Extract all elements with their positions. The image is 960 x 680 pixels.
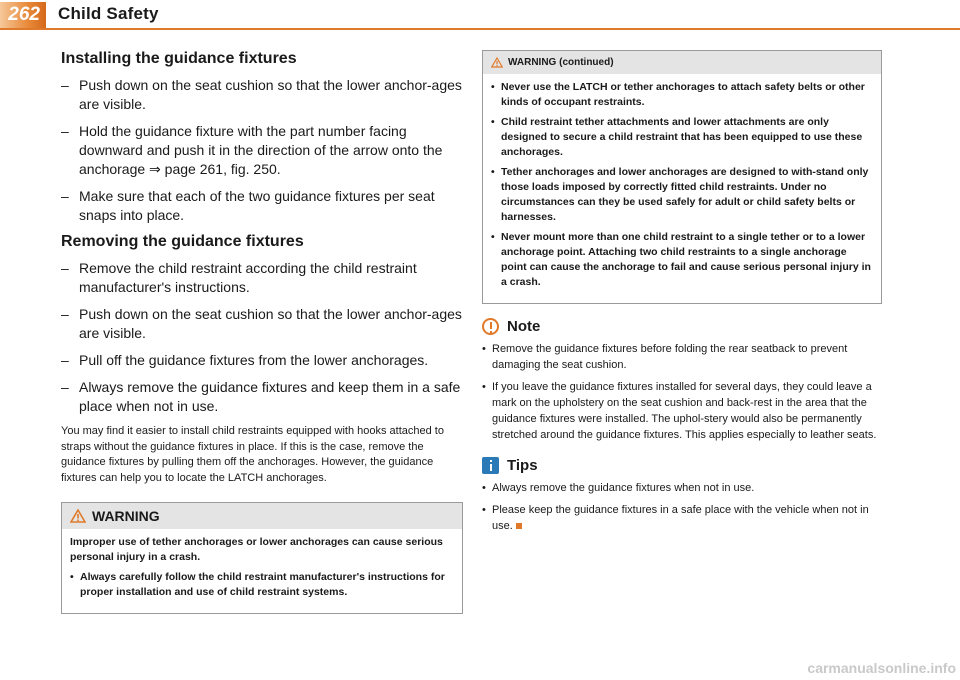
warning-box <box>61 502 463 614</box>
tips-bullet-2 <box>482 502 882 534</box>
remove-step-4: – Always remove the guidance fixtures and keep them in a safe place when not in use. <box>61 378 463 416</box>
install-step-2: – Hold the guidance fixture with the part number facing downward and push it in the direction of the arrow onto the anchorage ⇒ page 261, fig. 250. <box>61 122 463 179</box>
note-header <box>482 318 882 335</box>
remove-step-1: – Remove the child restraint according the child restraint manufacturer's instructions. <box>61 259 463 297</box>
watermark: carmanualsonline.info <box>807 660 956 676</box>
note-bullet-1: • Remove the guidance fixtures before folding the rear seatback to prevent damaging the seat cushion. <box>482 341 882 373</box>
note-exclamation-icon <box>482 318 499 335</box>
remove-steps <box>61 259 463 416</box>
install-steps <box>61 76 463 225</box>
left-column <box>61 50 463 614</box>
warning-bullet-1: • Always carefully follow the child restraint manufacturer's instructions for proper installation and use of child restraint systems. <box>70 570 454 600</box>
warning-continued-label: WARNING (continued) <box>508 57 614 68</box>
tips-bullet-1: • Always remove the guidance fixtures when not in use. <box>482 480 882 496</box>
header-divider <box>0 28 960 30</box>
warning-body <box>62 529 462 613</box>
remove-step-3: – Pull off the guidance fixtures from the lower anchorages. <box>61 351 463 370</box>
warning-continued-box <box>482 50 882 304</box>
page-header <box>0 0 960 32</box>
install-step-3: – Make sure that each of the two guidance fixtures per seat snaps into place. <box>61 187 463 225</box>
tips-header <box>482 457 882 474</box>
tips-label: Tips <box>507 457 538 474</box>
warning-cont-bullet-4: • Never mount more than one child restraint to a single tether or to a lower anchorage point. Attaching two child restraints to a single anchorage point can cause the anchorage to fail and cause serious personal injury in a crash. <box>491 230 873 290</box>
note-label: Note <box>507 318 541 335</box>
latch-paragraph: You may find it easier to install child restraints equipped with hooks attached to straps without the guidance fixtures in place. If this is the case, remove the guidance fixtures by pulling them off the anchorages. However, the guidance fixtures can help you to locate the LATCH anchorages. <box>61 425 444 484</box>
install-heading: Installing the guidance fixtures <box>61 50 297 67</box>
warning-cont-bullet-3: • Tether anchorages and lower anchorages are designed to with-stand only those loads imposed by correctly fitted child restraints. Under no circumstances can they be used safely for adult or child safety belts or harnesses. <box>491 165 873 225</box>
info-icon <box>482 457 499 474</box>
warning-header <box>62 503 462 529</box>
warning-triangle-icon <box>70 509 86 523</box>
warning-intro: Improper use of tether anchorages or lower anchorages can cause serious personal injury in a crash. <box>70 536 443 563</box>
warning-label: WARNING <box>92 508 160 524</box>
right-column <box>482 50 882 540</box>
warning-cont-bullet-1: • Never use the LATCH or tether anchorages to attach safety belts or other kinds of occupant restraints. <box>491 80 873 110</box>
chapter-title: Child Safety <box>58 4 159 23</box>
warning-cont-bullet-2: • Child restraint tether attachments and lower attachments are only designed to secure a child restraint that has been equipped to use these anchorages. <box>491 115 873 160</box>
note-bullet-2: • If you leave the guidance fixtures installed for several days, they could leave a mark on the upholstery on the seat cushion and back-rest in the area that the guidance fixtures were installed. The uphol-stery would also be permanently stretched around the guidance fixtures. This applies especially to leather seats. <box>482 379 882 443</box>
end-of-section-marker <box>516 523 522 529</box>
warning-continued-body <box>483 74 881 303</box>
warning-triangle-icon <box>491 57 503 68</box>
install-step-1: – Push down on the seat cushion so that the lower anchor-ages are visible. <box>61 76 463 114</box>
tips-bullet-2-text: Please keep the guidance fixtures in a safe place with the vehicle when not in use. <box>492 504 869 532</box>
page-number: 262 <box>0 2 46 28</box>
remove-step-2: – Push down on the seat cushion so that the lower anchor-ages are visible. <box>61 305 463 343</box>
warning-continued-header <box>483 51 881 74</box>
remove-heading: Removing the guidance fixtures <box>61 233 304 250</box>
